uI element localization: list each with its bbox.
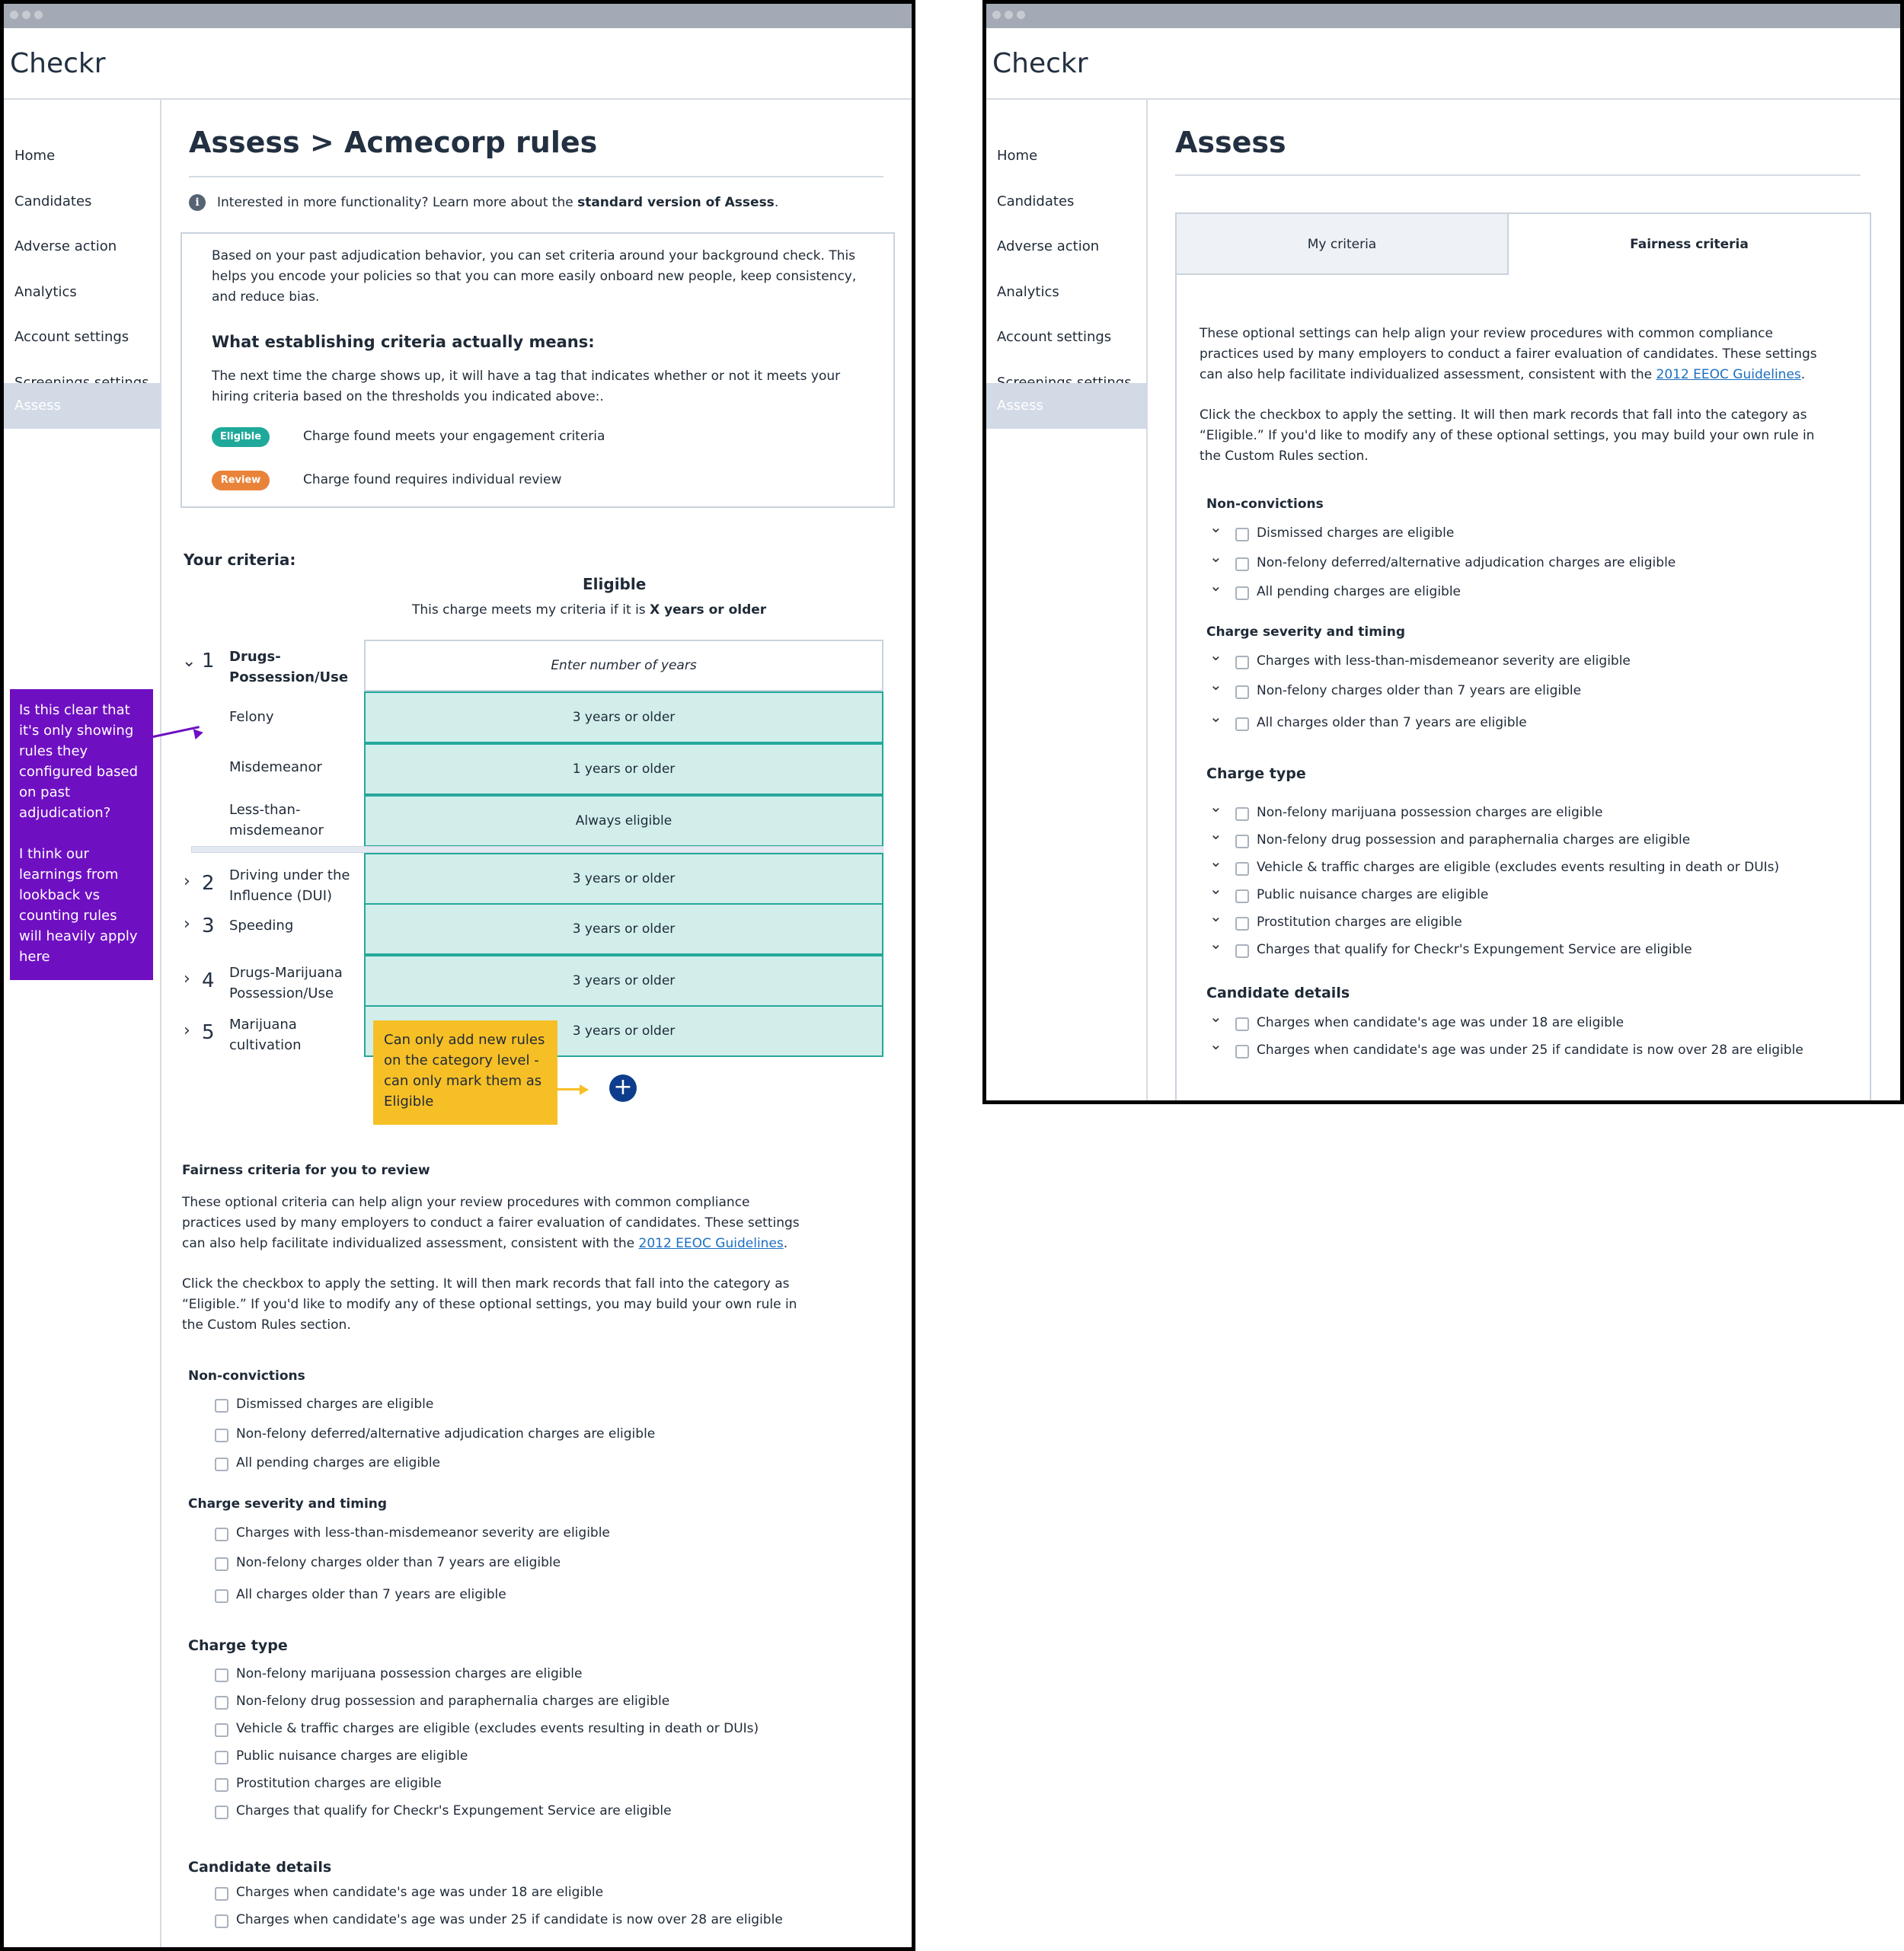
comment-note-purple: Is this clear that it's only showing rules they configured based on past adjudication? I think our learnings from lookback vs counting rules will heavily apply here	[10, 689, 153, 980]
fairness-text: “Eligible.” If you'd like to modify any of these optional settings, you may build your own rule in	[182, 1297, 797, 1312]
eligible-column-subtitle	[412, 600, 766, 621]
rule-value-cell[interactable]: 3 years or older	[364, 1005, 883, 1057]
sidebar-item-assess[interactable]: Assess	[4, 383, 161, 429]
info-text: Interested in more functionality? Learn more about the	[217, 195, 578, 210]
page-title: Assess > Acmecorp rules	[189, 126, 598, 159]
sidebar-item-assess[interactable]: Assess	[986, 383, 1148, 429]
col-sub-bold: X years or older	[650, 602, 767, 618]
fairness-heading: Fairness criteria for you to review	[182, 1163, 430, 1178]
window-dot[interactable]	[1005, 11, 1013, 19]
chevron-right-icon[interactable]: ›	[184, 969, 190, 988]
criteria-label: All charges older than 7 years are eligible	[1257, 715, 1527, 730]
window-dot[interactable]	[992, 11, 1001, 19]
criteria-checkbox[interactable]	[215, 1723, 228, 1737]
criteria-label: Non-felony charges older than 7 years are eligible	[236, 1555, 561, 1570]
subrule-name: Less-than- misdemeanor	[229, 802, 324, 838]
criteria-label: Dismissed charges are eligible	[1257, 525, 1455, 541]
section-heading: Charge severity and timing	[1206, 624, 1406, 640]
fairness-text: Click the checkbox to apply the setting. It will then mark records that fall into the category as	[182, 1276, 790, 1292]
chevron-right-icon[interactable]: ›	[184, 915, 190, 934]
criteria-checkbox[interactable]	[1235, 685, 1249, 699]
chevron-down-icon[interactable]: ⌄	[1209, 675, 1222, 694]
arrow-head	[580, 1084, 589, 1095]
window-dot[interactable]	[10, 11, 18, 19]
intro-line: Based on your past adjudication behavior, you can set criteria around your background check. This	[212, 248, 856, 263]
sidebar-item-analytics[interactable]: Analytics	[997, 284, 1059, 300]
eeoc-guidelines-link[interactable]: 2012 EEOC Guidelines	[638, 1236, 784, 1251]
section-heading: Charge type	[188, 1637, 288, 1654]
criteria-label: Public nuisance charges are eligible	[1257, 887, 1489, 902]
chevron-down-icon[interactable]: ⌄	[1209, 548, 1222, 566]
info-icon: i	[189, 194, 206, 211]
criteria-label: All pending charges are eligible	[236, 1455, 441, 1470]
criteria-checkbox[interactable]	[215, 1399, 228, 1413]
sidebar-item-home[interactable]: Home	[997, 148, 1038, 164]
criteria-checkbox[interactable]	[215, 1914, 228, 1928]
chevron-down-icon[interactable]: ⌄	[1209, 852, 1222, 870]
criteria-label: Vehicle & traffic charges are eligible (excludes events resulting in death or DUIs)	[1257, 860, 1780, 875]
rule-name: Drugs-Marijuana Possession/Use	[229, 965, 343, 1001]
chevron-down-icon[interactable]: ⌄	[1209, 934, 1222, 953]
section-heading: Candidate details	[188, 1859, 332, 1876]
years-input[interactable]: Enter number of years	[364, 640, 883, 691]
intro-line: helps you encode your policies so that you can more easily onboard new people, keep consistency,	[212, 269, 857, 284]
title-divider	[189, 176, 883, 177]
section-heading: Non-convictions	[188, 1368, 305, 1384]
criteria-label: Charges that qualify for Checkr's Expungement Service are eligible	[236, 1803, 672, 1818]
rule-name: Driving under the Influence (DUI)	[229, 867, 350, 904]
criteria-checkbox[interactable]	[215, 1806, 228, 1819]
fairness-text	[182, 1234, 787, 1254]
fairness-text: These optional criteria can help align your review procedures with common compliance	[182, 1195, 750, 1210]
subrule-name: Felony	[229, 709, 274, 725]
criteria-checkbox[interactable]	[215, 1887, 228, 1901]
rule-value-cell[interactable]: 3 years or older	[364, 853, 883, 905]
criteria-checkbox[interactable]	[1235, 917, 1249, 931]
sidebar-item-candidates[interactable]: Candidates	[997, 193, 1075, 209]
chevron-down-icon[interactable]: ⌄	[1209, 646, 1222, 664]
eligible-pill: Eligible	[212, 427, 270, 447]
criteria-label: All pending charges are eligible	[1257, 584, 1462, 599]
chevron-down-icon[interactable]: ⌄	[1209, 576, 1222, 595]
chevron-down-icon[interactable]: ⌄	[1209, 907, 1222, 925]
chevron-down-icon[interactable]: ⌄	[182, 652, 196, 671]
fairness-text: the Custom Rules section.	[182, 1317, 351, 1333]
criteria-checkbox[interactable]	[1235, 1017, 1249, 1031]
sidebar	[4, 100, 161, 1947]
standard-version-link[interactable]: standard version of Assess	[577, 195, 775, 210]
criteria-checkbox[interactable]	[215, 1696, 228, 1710]
criteria-checkbox[interactable]	[1235, 1045, 1249, 1059]
rule-name: Marijuana cultivation	[229, 1017, 302, 1053]
arrow-head	[193, 727, 205, 739]
criteria-label: Public nuisance charges are eligible	[236, 1748, 468, 1764]
sidebar-item-adverse-action[interactable]: Adverse action	[14, 238, 117, 254]
rule-name: Speeding	[229, 918, 294, 934]
eligible-column-title: Eligible	[583, 575, 647, 593]
criteria-checkbox[interactable]	[215, 1429, 228, 1442]
criteria-checkbox[interactable]	[1235, 889, 1249, 903]
criteria-label: Prostitution charges are eligible	[236, 1776, 442, 1791]
criteria-label: Dismissed charges are eligible	[236, 1397, 434, 1412]
your-criteria-heading: Your criteria:	[184, 551, 296, 569]
window-dot[interactable]	[22, 11, 30, 19]
criteria-label: Charges with less-than-misdemeanor severity are eligible	[1257, 653, 1631, 669]
intro-line: and reduce bias.	[212, 289, 320, 305]
assess-window-left	[0, 0, 915, 1951]
rule-name: Drugs- Possession/Use	[229, 649, 349, 685]
criteria-checkbox[interactable]	[215, 1751, 228, 1764]
criteria-checkbox[interactable]	[1235, 586, 1249, 600]
criteria-label: Non-felony drug possession and paraphernalia charges are eligible	[236, 1694, 670, 1709]
comment-note-yellow: Can only add new rules on the category level - can only mark them as Eligible	[373, 1020, 557, 1125]
rule-value-cell[interactable]: 3 years or older	[364, 955, 883, 1007]
fairness-text-part: can also help facilitate individualized assessment, consistent with the	[1200, 367, 1656, 382]
criteria-checkbox[interactable]	[215, 1778, 228, 1792]
section-heading: Candidate details	[1206, 985, 1350, 1001]
rule-number: 3	[202, 915, 215, 937]
means-text: hiring criteria based on the thresholds you indicated above:.	[212, 389, 604, 404]
criteria-label: Vehicle & traffic charges are eligible (excludes events resulting in death or DUIs)	[236, 1721, 759, 1736]
window-dot[interactable]	[34, 11, 43, 19]
criteria-checkbox[interactable]	[215, 1458, 228, 1471]
add-rule-icon[interactable]: +	[609, 1074, 637, 1102]
criteria-checkbox[interactable]	[1235, 835, 1249, 848]
title-divider	[1175, 174, 1861, 176]
section-heading: Charge type	[1206, 765, 1306, 782]
means-heading: What establishing criteria actually means:	[212, 333, 595, 351]
review-desc: Charge found requires individual review	[303, 472, 562, 487]
fairness-text: practices used by many employers to conduct a fairer evaluation of candidates. These settings	[1200, 346, 1817, 362]
criteria-label: Prostitution charges are eligible	[1257, 915, 1462, 930]
row-divider	[191, 846, 883, 853]
criteria-label: Charges when candidate's age was under 18 are eligible	[1257, 1015, 1624, 1030]
criteria-label: Non-felony marijuana possession charges are eligible	[236, 1666, 583, 1681]
criteria-checkbox[interactable]	[1235, 807, 1249, 821]
criteria-label: Non-felony deferred/alternative adjudication charges are eligible	[236, 1426, 656, 1442]
sidebar-item-home[interactable]: Home	[14, 148, 56, 164]
assess-window-right	[982, 0, 1904, 1104]
chevron-down-icon[interactable]: ⌄	[1209, 707, 1222, 726]
tab-fairness-criteria[interactable]: Fairness criteria	[1630, 237, 1749, 252]
rule-value-cell[interactable]: 3 years or older	[364, 903, 883, 955]
chevron-right-icon[interactable]: ›	[184, 1021, 190, 1040]
chevron-down-icon[interactable]: ⌄	[1209, 825, 1222, 843]
sidebar-item-account-settings[interactable]: Account settings	[14, 329, 129, 345]
criteria-checkbox[interactable]	[1235, 717, 1249, 731]
chevron-down-icon[interactable]: ⌄	[1209, 518, 1222, 536]
fairness-text	[1200, 365, 1805, 385]
window-dot[interactable]	[1017, 11, 1025, 19]
chevron-right-icon[interactable]: ›	[184, 872, 190, 891]
brand-logo[interactable]: Checkr	[992, 48, 1088, 79]
criteria-checkbox[interactable]	[1235, 944, 1249, 958]
criteria-checkbox[interactable]	[215, 1668, 228, 1682]
fairness-text: the Custom Rules section.	[1200, 449, 1369, 464]
criteria-label: Charges when candidate's age was under 18 are eligible	[236, 1885, 604, 1900]
note-arrow	[557, 1088, 582, 1090]
criteria-checkbox[interactable]	[1235, 557, 1249, 571]
fairness-text: “Eligible.” If you'd like to modify any of these optional settings, you may build your own rule in	[1200, 428, 1815, 443]
tab-my-criteria[interactable]: My criteria	[1177, 214, 1509, 275]
section-heading: Charge severity and timing	[188, 1496, 388, 1512]
criteria-label: All charges older than 7 years are eligible	[236, 1587, 506, 1602]
criteria-checkbox[interactable]	[215, 1589, 228, 1603]
criteria-checkbox[interactable]	[1235, 862, 1249, 876]
rule-value-cell[interactable]: Always eligible	[364, 795, 883, 847]
criteria-label: Non-felony drug possession and paraphernalia charges are eligible	[1257, 832, 1691, 848]
section-heading: Non-convictions	[1206, 497, 1324, 512]
sidebar-item-candidates[interactable]: Candidates	[14, 193, 92, 209]
chevron-down-icon[interactable]: ⌄	[1209, 1035, 1222, 1053]
criteria-checkbox[interactable]	[1235, 656, 1249, 669]
fairness-text-part: .	[783, 1236, 788, 1251]
criteria-checkbox[interactable]	[215, 1557, 228, 1571]
eeoc-guidelines-link[interactable]: 2012 EEOC Guidelines	[1656, 367, 1801, 382]
chevron-down-icon[interactable]: ⌄	[1209, 797, 1222, 816]
col-sub-text: This charge meets my criteria if it is	[412, 602, 650, 618]
criteria-label: Charges when candidate's age was under 25 if candidate is now over 28 are eligible	[236, 1912, 783, 1927]
rule-value-cell[interactable]: 1 years or older	[364, 743, 883, 795]
subrule-name: Misdemeanor	[229, 759, 322, 775]
criteria-label: Charges that qualify for Checkr's Expungement Service are eligible	[1257, 942, 1692, 957]
rule-value-cell[interactable]: 3 years or older	[364, 691, 883, 743]
chevron-down-icon[interactable]: ⌄	[1209, 1007, 1222, 1026]
fairness-text-part: .	[1800, 367, 1806, 382]
page-title: Assess	[1175, 126, 1286, 159]
criteria-label: Non-felony charges older than 7 years are eligible	[1257, 683, 1582, 698]
criteria-label: Non-felony marijuana possession charges are eligible	[1257, 805, 1603, 820]
criteria-checkbox[interactable]	[1235, 528, 1249, 541]
title-bar	[4, 4, 912, 28]
criteria-label: Non-felony deferred/alternative adjudication charges are eligible	[1257, 555, 1676, 570]
title-bar	[986, 4, 1900, 28]
criteria-label: Charges when candidate's age was under 25 if candidate is now over 28 are eligible	[1257, 1043, 1803, 1058]
rule-number: 5	[202, 1021, 215, 1044]
means-text: The next time the charge shows up, it will have a tag that indicates whether or not it meets your	[212, 369, 841, 384]
fairness-text: These optional settings can help align your review procedures with common compliance	[1200, 326, 1773, 341]
eligible-desc: Charge found meets your engagement criteria	[303, 429, 605, 444]
sidebar-item-adverse-action[interactable]: Adverse action	[997, 238, 1100, 254]
rule-number: 1	[202, 650, 215, 672]
rule-number: 4	[202, 969, 215, 992]
sidebar	[986, 100, 1148, 1100]
fairness-text: practices used by many employers to conduct a fairer evaluation of candidates. These settings	[182, 1215, 800, 1231]
sidebar-item-analytics[interactable]: Analytics	[14, 284, 77, 300]
info-banner	[217, 193, 778, 213]
sidebar-item-account-settings[interactable]: Account settings	[997, 329, 1112, 345]
brand-logo[interactable]: Checkr	[10, 48, 106, 79]
info-suffix: .	[774, 195, 779, 210]
chevron-down-icon[interactable]: ⌄	[1209, 880, 1222, 898]
criteria-label: Charges with less-than-misdemeanor severity are eligible	[236, 1525, 610, 1541]
rule-number: 2	[202, 872, 215, 895]
criteria-checkbox[interactable]	[215, 1528, 228, 1541]
fairness-text: Click the checkbox to apply the setting. It will then mark records that fall into the category as	[1200, 407, 1807, 423]
fairness-text-part: can also help facilitate individualized assessment, consistent with the	[182, 1236, 639, 1251]
review-pill: Review	[212, 471, 270, 490]
